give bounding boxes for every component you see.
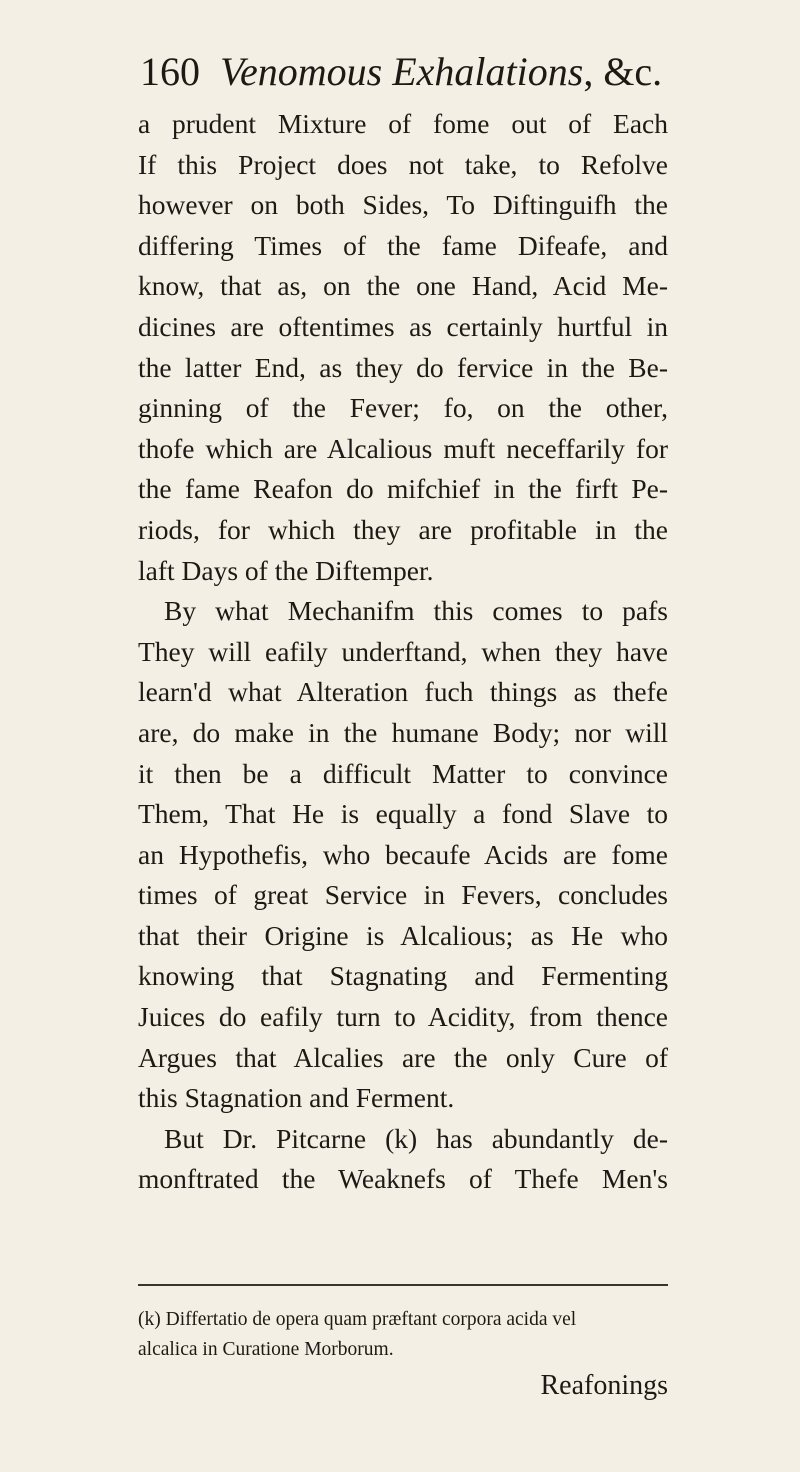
text-line: If this Project does not take, to Refolve: [138, 148, 668, 180]
text-line: however on both Sides, To Diftinguifh the: [138, 189, 668, 221]
main-text: [138, 104, 668, 1200]
text-line: But Dr. Pitcarne (k) has abundantly de-: [164, 1122, 668, 1154]
text-line: laft Days of the Diftemper.: [138, 554, 434, 586]
text-line: that their Origine is Alcalious; as He who: [138, 919, 668, 951]
text-line: By what Mechanifm this comes to pafs: [164, 595, 668, 627]
text-line: a prudent Mixture of fome out of Each: [138, 108, 668, 139]
text-line: riods, for which they are profitable in the: [138, 513, 668, 545]
text-line: the fame Reafon do mifchief in the firft Pe-: [138, 473, 668, 505]
text-line: monftrated the Weaknefs of Thefe Men's: [138, 1163, 668, 1195]
text-line: Argues that Alcalies are the only Cure of: [138, 1041, 668, 1073]
text-line: are, do make in the humane Body; nor will: [138, 716, 668, 748]
running-header: [140, 46, 663, 98]
text-line: Them, That He is equally a fond Slave to: [138, 798, 668, 830]
page-number: 160: [140, 49, 200, 94]
text-line: times of great Service in Fevers, concludes: [138, 879, 668, 911]
text-line: knowing that Stagnating and Fermenting: [138, 960, 668, 992]
text-line: this Stagnation and Ferment.: [138, 1082, 455, 1114]
catchword: Reafonings: [540, 1370, 668, 1401]
running-title-suffix: , &c.: [583, 49, 663, 94]
text-line: differing Times of the fame Difeafe, and: [138, 229, 668, 261]
text-line: an Hypothefis, who becaufe Acids are fome: [138, 838, 668, 870]
running-title: Venomous Exhalations: [220, 49, 584, 94]
text-line: know, that as, on the one Hand, Acid Me-: [138, 270, 668, 302]
footnote-rule: [138, 1284, 668, 1286]
text-line: Juices do eafily turn to Acidity, from thence: [138, 1001, 668, 1033]
footnote: [138, 1305, 678, 1365]
text-line: thofe which are Alcalious muft neceffarily for: [138, 432, 668, 464]
text-line: dicines are oftentimes as certainly hurtful in: [138, 310, 668, 342]
footnote-line: (k) Differtatio de opera quam præftant corpora acida vel: [138, 1309, 577, 1330]
text-line: ginning of the Fever; fo, on the other,: [138, 392, 668, 424]
text-line: learn'd what Alteration fuch things as thefe: [138, 676, 668, 708]
footnote-line: alcalica in Curatione Morborum.: [138, 1339, 394, 1360]
text-line: it then be a difficult Matter to convince: [138, 757, 668, 789]
text-line: the latter End, as they do fervice in the Be-: [138, 351, 668, 383]
text-line: They will eafily underftand, when they have: [138, 635, 668, 667]
